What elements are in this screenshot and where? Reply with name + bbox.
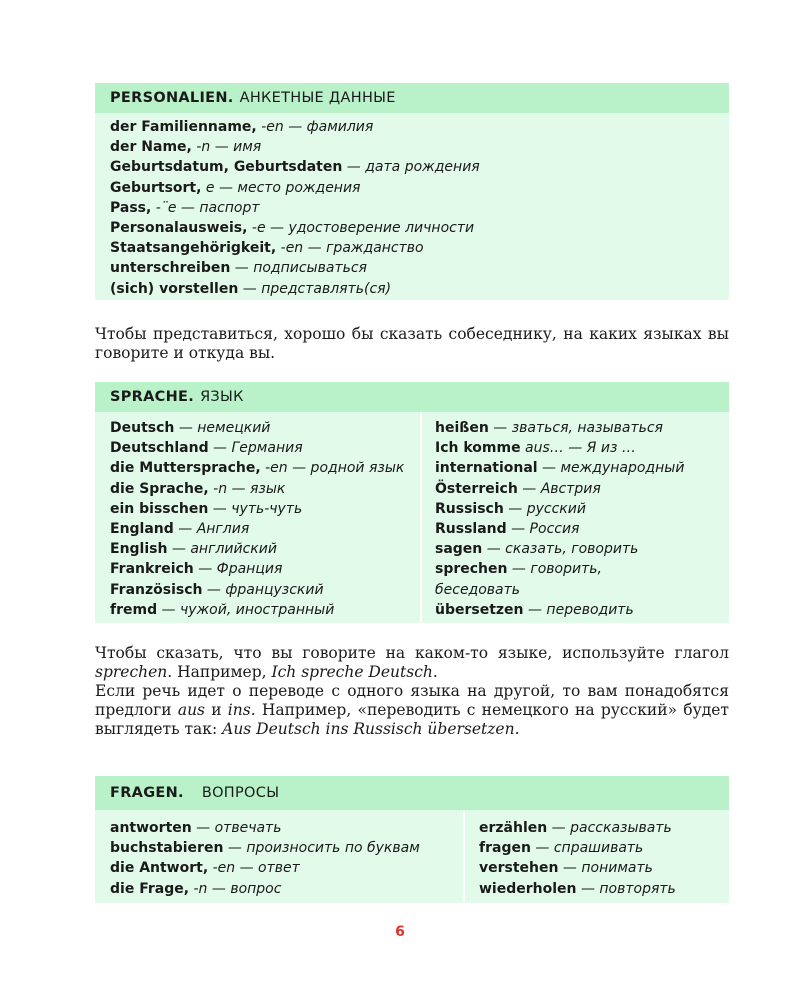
- vocab-entry: international — международный: [435, 460, 685, 477]
- fragen-left-column: [95, 810, 463, 903]
- vocab-entry: die Frage, -n — вопрос: [110, 880, 282, 897]
- vocab-entry: Französisch — французский: [110, 581, 324, 598]
- vocab-entry: fragen — спрашивать: [479, 840, 644, 857]
- vocab-entry: England — Англия: [110, 521, 250, 538]
- vocab-entry: der Name, -n — имя: [110, 139, 262, 156]
- fragen-header: [95, 776, 729, 810]
- vocab-entry: ein bisschen — чуть-чуть: [110, 500, 303, 517]
- vocab-entry: Russland — Россия: [435, 521, 580, 538]
- sprache-title-de: SPRACHE.: [110, 389, 195, 405]
- vocab-entry: übersetzen — переводить: [435, 601, 634, 618]
- fragen-right-column: [463, 810, 729, 903]
- vocab-entry: Österreich — Австрия: [435, 480, 601, 497]
- vocab-entry: Deutschland — Германия: [110, 440, 303, 457]
- sprache-title-ru: ЯЗЫК: [200, 389, 244, 405]
- vocab-entry: Geburtsort, e — место рождения: [110, 179, 361, 196]
- personalien-title-de: PERSONALIEN.: [110, 90, 234, 106]
- vocab-entry: sprechen — говорить,: [435, 561, 602, 578]
- personalien-header: [95, 83, 729, 113]
- personalien-title-ru: АНКЕТНЫЕ ДАННЫЕ: [239, 90, 396, 106]
- personalien-body: [95, 113, 729, 300]
- vocab-entry: (sich) vorstellen — представлять(ся): [110, 280, 392, 297]
- vocab-entry: Geburtsdatum, Geburtsdaten — дата рождения: [110, 159, 480, 176]
- vocab-entry: Deutsch — немецкий: [110, 420, 271, 436]
- vocab-entry: unterschreiben — подписываться: [110, 260, 367, 277]
- usage-paragraph-part-2: Если речь идет о переводе с одного языка на другой, то вам понадобятся предлоги aus и ins. Например, «переводить с немецкого на русский» будет выглядеть так: Aus Deutsch ins Russisch übersetzen.: [95, 682, 730, 738]
- vocab-entry: die Sprache, -n — язык: [110, 480, 286, 497]
- page-number: 6: [395, 924, 405, 940]
- vocab-entry: Ich komme aus… — Я из …: [435, 440, 636, 457]
- intro-paragraph: Чтобы представиться, хорошо бы сказать собеседнику, на каких языках вы говорите и откуда вы.: [95, 325, 729, 362]
- vocab-entry: wiederholen — повторять: [479, 880, 676, 897]
- vocab-entry-continuation: беседовать: [435, 581, 521, 598]
- usage-paragraph-part-1: Чтобы сказать, что вы говорите на каком-то языке, используйте глагол sprechen. Например, Ich spreche Deutsch.: [95, 644, 729, 681]
- vocab-entry: Personalausweis, -e — удостоверение личности: [110, 220, 475, 237]
- vocab-entry: English — английский: [110, 541, 277, 558]
- sprache-header: [95, 382, 729, 412]
- vocab-entry: die Muttersprache, -en — родной язык: [110, 460, 405, 477]
- vocab-entry: sagen — сказать, говорить: [435, 541, 639, 558]
- vocab-entry: verstehen — понимать: [479, 860, 653, 877]
- personalien-box: [95, 83, 729, 300]
- vocab-entry: buchstabieren — произносить по буквам: [110, 840, 420, 857]
- vocab-entry: der Familienname, -en — фамилия: [110, 119, 374, 135]
- fragen-body: [95, 810, 729, 903]
- sprache-left-column: [95, 412, 420, 623]
- usage-paragraph: [95, 644, 729, 739]
- fragen-title-ru: ВОПРОСЫ: [201, 785, 280, 801]
- fragen-box: [95, 776, 729, 903]
- sprache-box: [95, 382, 729, 623]
- vocab-entry: die Antwort, -en — ответ: [110, 860, 300, 877]
- vocab-entry: fremd — чужой, иностранный: [110, 601, 335, 618]
- vocab-entry: Frankreich — Франция: [110, 561, 283, 578]
- vocab-entry: erzählen — рассказывать: [479, 820, 672, 836]
- sprache-body: [95, 412, 729, 623]
- vocab-entry: heißen — зваться, называться: [435, 420, 663, 436]
- fragen-title-de: FRAGEN.: [110, 785, 184, 801]
- vocab-entry: Russisch — русский: [435, 500, 586, 517]
- vocab-entry: antworten — отвечать: [110, 820, 282, 836]
- sprache-right-column: [420, 412, 729, 623]
- vocab-entry: Pass, -¨e — паспорт: [110, 199, 260, 216]
- vocab-entry: Staatsangehörigkeit, -en — гражданство: [110, 240, 424, 257]
